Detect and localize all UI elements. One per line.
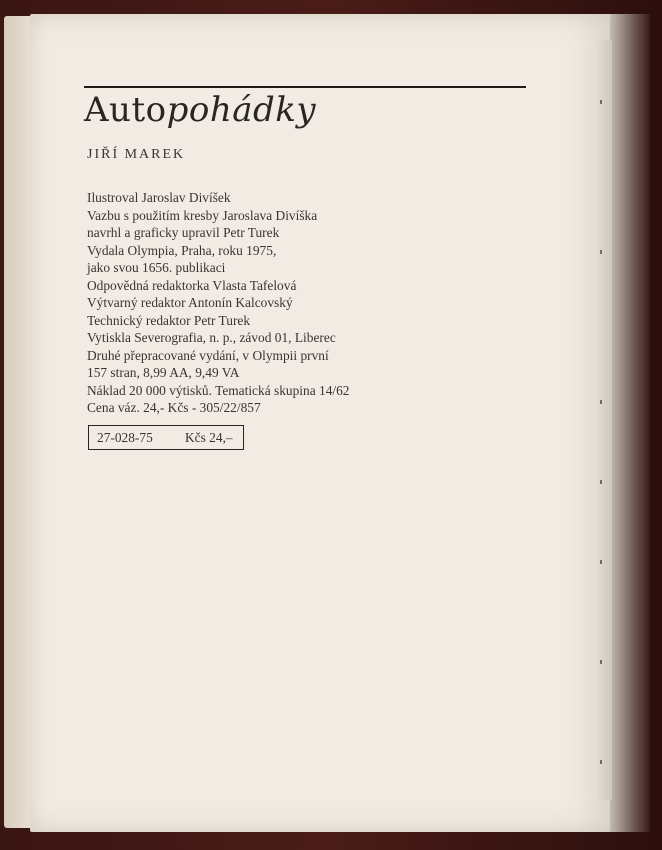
imprint-line: Odpovědná redaktorka Vlasta Tafelová xyxy=(87,277,297,293)
book-page xyxy=(30,14,610,832)
binding-stitch xyxy=(600,400,602,404)
binding-stitch xyxy=(600,560,602,564)
imprint-line: Vydala Olympia, Praha, roku 1975, xyxy=(87,242,277,258)
imprint-line: jako svou 1656. publikaci xyxy=(87,260,226,275)
book-title xyxy=(84,90,316,130)
imprint-line: Druhé přepracované vydání, v Olympii první xyxy=(87,347,329,363)
binding-stitch xyxy=(600,480,602,484)
book-author: JIŘÍ MAREK xyxy=(87,147,186,162)
imprint-line: Cena váz. 24,- Kčs - 305/22/857 xyxy=(87,400,261,415)
catalog-code: 27-028-75 xyxy=(97,430,153,445)
imprint-block xyxy=(87,189,350,417)
imprint-line: 157 stran, 8,99 AA, 9,49 VA xyxy=(87,365,240,380)
title-rule xyxy=(84,86,526,88)
imprint-line: Vytiskla Severografia, n. p., závod 01, Liberec xyxy=(87,330,336,345)
book-title-italic: pohádky xyxy=(166,90,317,130)
imprint-line: Výtvarný redaktor Antonín Kalcovský xyxy=(87,295,293,310)
price-label: Kčs 24,– xyxy=(185,430,233,445)
binding-stitch xyxy=(600,250,602,254)
imprint-line: Technický redaktor Petr Turek xyxy=(87,312,251,328)
imprint-line: Vazbu s použitím kresby Jaroslava Divíška xyxy=(87,207,318,223)
imprint-line: Ilustroval Jaroslav Divíšek xyxy=(87,190,231,205)
binding-stitch xyxy=(600,100,602,104)
binding-stitch xyxy=(600,760,602,764)
imprint-line: navrhl a graficky upravil Petr Turek xyxy=(87,225,280,240)
price-box xyxy=(88,425,244,450)
imprint-line: Náklad 20 000 výtisků. Tematická skupina 14/62 xyxy=(87,382,350,398)
book-title-plain: Auto xyxy=(84,90,167,130)
binding-stitch xyxy=(600,660,602,664)
binding-strip xyxy=(596,40,612,800)
